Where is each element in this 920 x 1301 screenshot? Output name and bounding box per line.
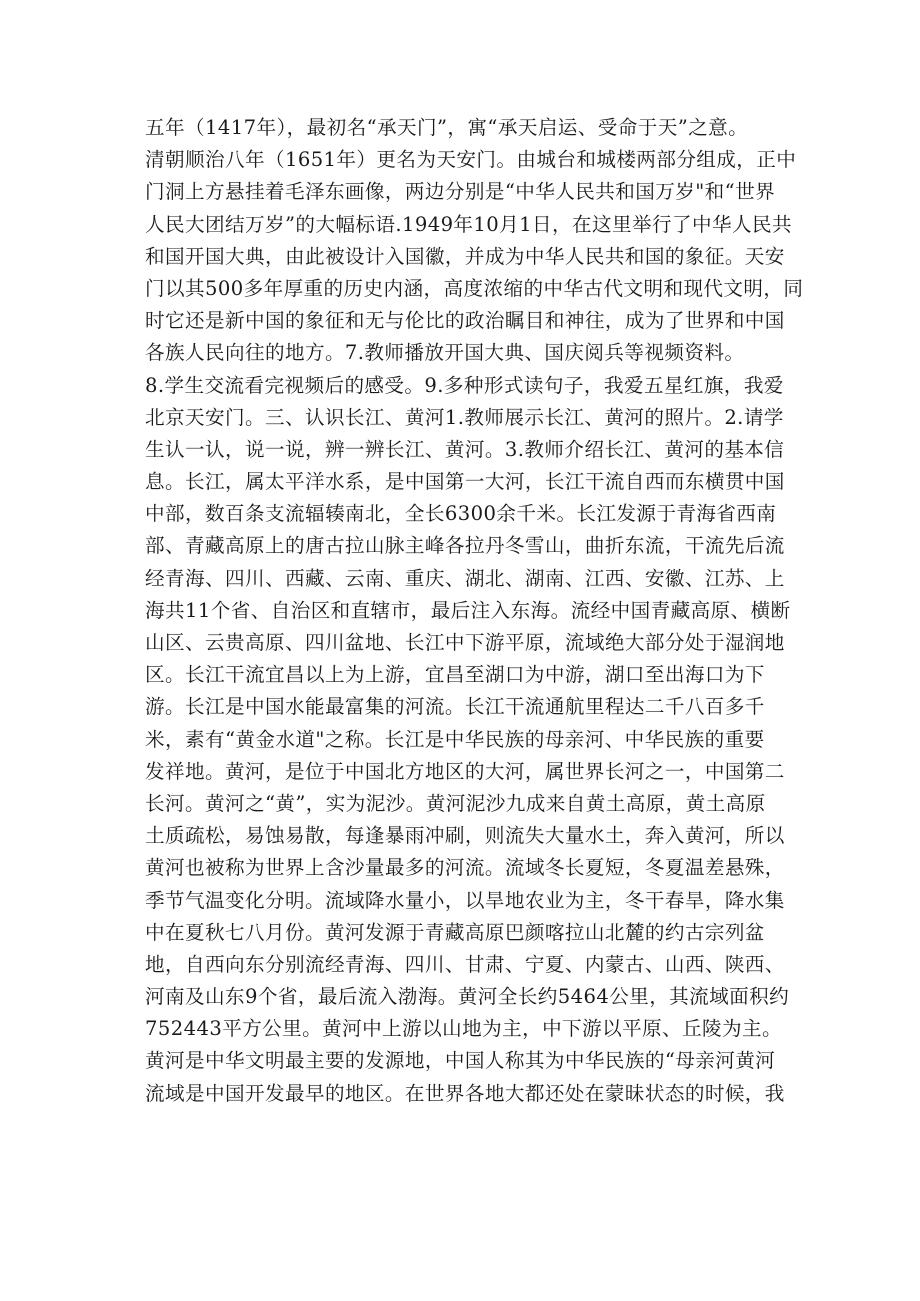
text-line: 经青海、四川、西藏、云南、重庆、湖北、湖南、江西、安徽、江苏、上 [145, 566, 785, 590]
text-line: 季节气温变化分明。流域降水量小，以旱地农业为主，冬干春旱，降水集 [145, 888, 785, 912]
text-line: 黄河是中华文明最主要的发源地，中国人称其为中华民族的“母亲河黄河 [145, 1049, 776, 1073]
text-line: 山区、云贵高原、四川盆地、长江中下游平原，流域绝大部分处于湿润地 [145, 631, 785, 654]
text-line: 海共11个省、自治区和直辖市，最后注入东海。流经中国青藏高原、横断 [145, 598, 791, 622]
text-line: 流域是中国开发最早的地区。在世界各地大都还处在蒙昧状态的时候，我 [145, 1081, 785, 1105]
text-line: 中部，数百条支流辐辏南北，全长6300余千米。长江发源于青海省西南 [145, 502, 777, 526]
text-line: 部、青藏高原上的唐古拉山脉主峰各拉丹冬雪山，曲折东流，干流先后流 [145, 534, 785, 558]
text-line: 河南及山东9个省，最后流入渤海。黄河全长约5464公里，其流域面积约 [145, 985, 790, 1009]
text-line: 人民大团结万岁”的大幅标语.1949年10月1日，在这里举行了中华人民共 [145, 212, 792, 236]
text-line: 五年（1417年），最初名“承天门”，寓“承天启运、受命于天”之意。 [145, 116, 749, 139]
text-line: 中在夏秋七八月份。黄河发源于青藏高原巴颜喀拉山北麓的约古宗列盆 [145, 920, 765, 944]
text-line: 8.学生交流看完视频后的感受。9.多种形式读句子，我爱五星红旗，我爱 [145, 373, 784, 397]
text-line: 和国开国大典，由此被设计入国徽，并成为中华人民共和国的象征。天安 [145, 244, 785, 268]
text-line: 门洞上方悬挂着毛泽东画像，两边分别是“中华人民共和国万岁"和“世界 [145, 180, 776, 204]
text-line: 黄河也被称为世界上含沙量最多的河流。流域冬长夏短，冬夏温差悬殊， [145, 856, 785, 880]
text-line: 清朝顺治八年（1651年）更名为天安门。由城台和城楼两部分组成，正中 [145, 148, 797, 172]
text-line: 地，自西向东分别流经青海、四川、甘肃、宁夏、内蒙古、山西、陕西、 [145, 952, 785, 976]
body-text [145, 112, 804, 1110]
text-line: 各族人民向往的地方。7.教师播放开国大典、国庆阅兵等视频资料。 [145, 341, 745, 365]
text-line: 发祥地。黄河，是位于中国北方地区的大河，属世界长河之一，中国第二 [145, 759, 785, 783]
text-line: 区。长江干流宜昌以上为上游，宜昌至湖口为中游，湖口至出海口为下 [145, 663, 765, 687]
text-line: 米，素有“黄金水道"之称。长江是中华民族的母亲河、中华民族的重要 [145, 727, 765, 751]
text-line: 长河。黄河之“黄”，实为泥沙。黄河泥沙九成来自黄土高原，黄土高原 [145, 791, 766, 815]
text-line: 息。长江，属太平洋水系，是中国第一大河，长江干流自西而东横贯中国 [145, 470, 785, 494]
text-line: 生认一认，说一说，辨一辨长江、黄河。3.教师介绍长江、黄河的基本信 [145, 437, 785, 461]
text-line: 752443平方公里。黄河中上游以山地为主，中下游以平原、丘陵为主。 [145, 1017, 783, 1041]
text-line: 土质疏松，易蚀易散，每逢暴雨冲刷，则流失大量水土，奔入黄河，所以 [145, 824, 785, 848]
text-line: 北京天安门。三、认识长江、黄河1.教师展示长江、黄河的照片。2.请学 [145, 405, 784, 429]
text-line: 门以其500多年厚重的历史内涵，高度浓缩的中华古代文明和现代文明，同 [145, 276, 804, 300]
text-line: 游。长江是中国水能最富集的河流。长江干流通航里程达二千八百多千 [145, 695, 765, 719]
text-line: 时它还是新中国的象征和无与伦比的政治瞩目和神往，成为了世界和中国 [145, 309, 785, 333]
